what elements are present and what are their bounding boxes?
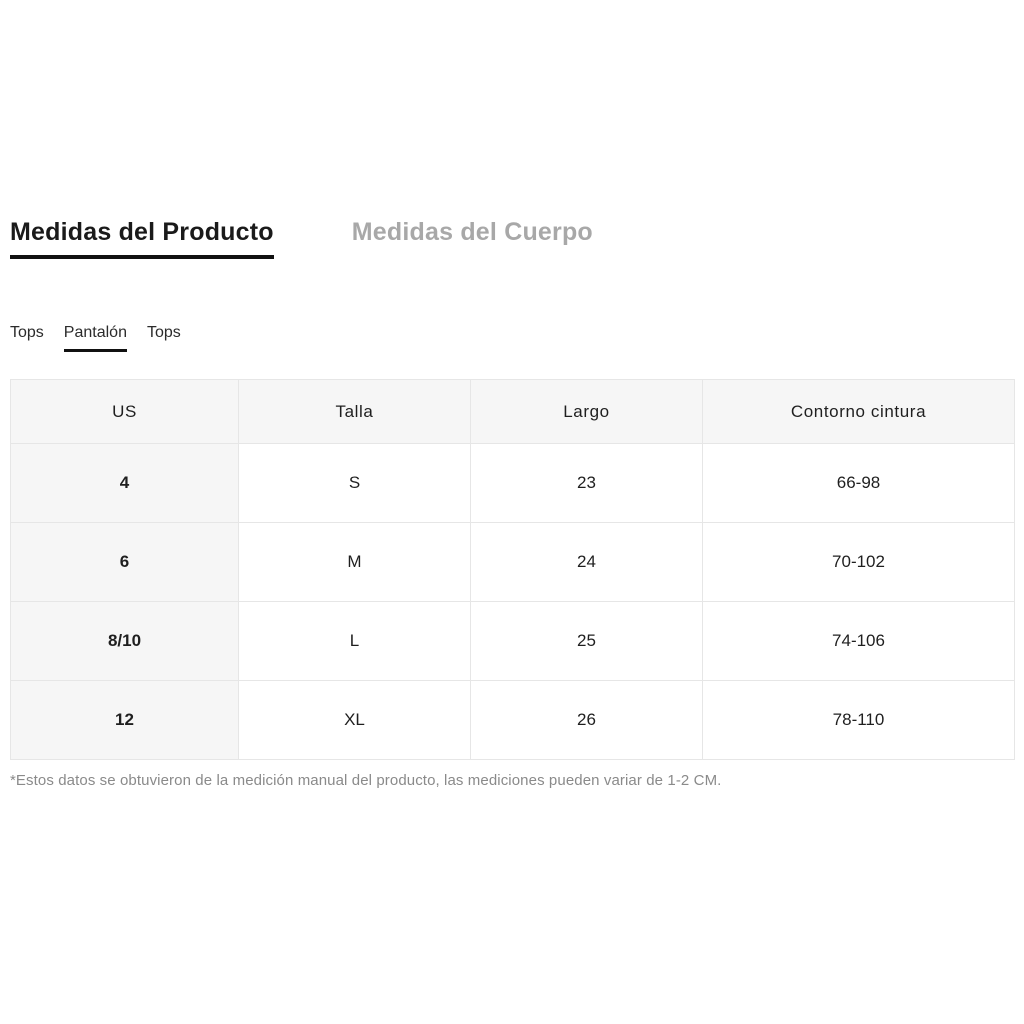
subtab-tops-2[interactable]: Tops <box>146 324 181 341</box>
cell-contorno-cintura: 78-110 <box>703 681 1015 760</box>
cell-largo: 24 <box>471 523 703 602</box>
cell-largo: 23 <box>471 444 703 523</box>
tab-medidas-producto[interactable]: Medidas del Producto <box>10 218 274 259</box>
cell-talla: M <box>239 523 471 602</box>
column-header-talla: Talla <box>239 380 471 444</box>
table-header <box>11 380 1015 444</box>
subtab-tops-1[interactable]: Tops <box>10 324 44 341</box>
table-row <box>11 444 1015 523</box>
measurement-tabs <box>10 218 593 259</box>
cell-contorno-cintura: 74-106 <box>703 602 1015 681</box>
garment-type-tabs <box>10 324 181 352</box>
table-header-row <box>11 380 1015 444</box>
subtab-pantalon[interactable]: Pantalón <box>64 324 127 352</box>
cell-us: 6 <box>11 523 239 602</box>
cell-us: 12 <box>11 681 239 760</box>
cell-largo: 26 <box>471 681 703 760</box>
column-header-us: US <box>11 380 239 444</box>
size-measurements-table <box>10 379 1015 760</box>
cell-us: 4 <box>11 444 239 523</box>
cell-talla: S <box>239 444 471 523</box>
cell-us: 8/10 <box>11 602 239 681</box>
cell-contorno-cintura: 66-98 <box>703 444 1015 523</box>
table-row <box>11 523 1015 602</box>
column-header-largo: Largo <box>471 380 703 444</box>
table-row <box>11 602 1015 681</box>
measurement-disclaimer: *Estos datos se obtuvieron de la medición manual del producto, las mediciones pueden variar de 1-2 CM. <box>10 772 722 789</box>
column-header-contorno-cintura: Contorno cintura <box>703 380 1015 444</box>
cell-talla: L <box>239 602 471 681</box>
cell-largo: 25 <box>471 602 703 681</box>
cell-contorno-cintura: 70-102 <box>703 523 1015 602</box>
tab-medidas-cuerpo[interactable]: Medidas del Cuerpo <box>351 218 593 246</box>
table-row <box>11 681 1015 760</box>
cell-talla: XL <box>239 681 471 760</box>
table-body <box>11 444 1015 760</box>
